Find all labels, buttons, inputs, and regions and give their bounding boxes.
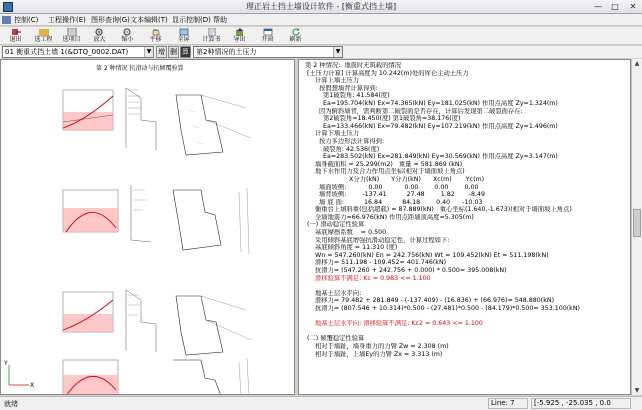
report-line: 因为俯斜墙背，需判断第二破裂面是否存在，计算后发现第二破裂面存在:: [305, 107, 523, 115]
report-line: [305, 328, 627, 336]
report-line: 按假想墙背计算得到:: [305, 84, 378, 92]
scroll-up-icon[interactable]: ▲: [634, 60, 640, 67]
report-line: X分力(kN) Y分力(kN) Xc(m) Yc(m): [305, 175, 485, 183]
report-line: 地基土层水平向:: [305, 289, 362, 297]
report-line: 计算上墙土压力: [305, 77, 360, 85]
export-icon: [235, 28, 245, 36]
report-line: 滑移力= 79.482 + 281.849 - (-137.409) - (16.836) + (66.976)= 548.880(kN): [305, 297, 555, 305]
report-line: 计算下墙土压力: [305, 130, 360, 138]
folder-icon: [39, 28, 49, 36]
add-button[interactable]: 增: [158, 48, 165, 56]
zoom-in-button[interactable]: [87, 28, 112, 44]
report-line: Ea=133.466(kN) Ex=79.482(kN) Ey=107.219(kN) 作用点高度 Zy=1.496(m): [305, 122, 558, 130]
zoom-in-label: 放大: [93, 36, 106, 43]
wall-section-bottom-upper: [176, 296, 251, 355]
menu-graphics[interactable]: 图形查询(G): [91, 16, 130, 24]
menu-display[interactable]: 显示控制(D): [172, 16, 211, 24]
diagram-heading: 第 2 种情况 抗滑动与抗倾覆验算: [96, 65, 184, 72]
window-title: 理正岩土挡土墙设计软件 - [衡重式挡土墙]: [245, 2, 397, 11]
menu-project[interactable]: 工程操作(E): [48, 16, 86, 24]
exit-button[interactable]: [3, 28, 28, 44]
pan-button[interactable]: [143, 28, 168, 44]
case-select-value: 第2种情况的土压力: [196, 48, 257, 56]
report-line: 第 2 种情况: 地震时无筑载的情况: [305, 62, 401, 69]
report-line: [305, 282, 627, 290]
document-icon: [2, 16, 11, 24]
toolbar: [0, 27, 642, 45]
export-label: 导出: [233, 36, 246, 43]
report-line: 按力多边形法计算得到:: [305, 137, 385, 145]
status-coords: [-5.925 , -25.035 , 0.0: [534, 399, 611, 407]
axis-y-label: Y: [4, 360, 8, 367]
window-icon: [263, 28, 273, 36]
list-icon: [67, 28, 77, 36]
report-line: 第1破裂角: 41.584(度): [305, 92, 390, 100]
minimize-button[interactable]: —: [594, 2, 602, 11]
wall-section-bottom-lower: [173, 358, 249, 395]
report-line: 抗滑力= (807.546 + 10.314)*0.500 - (27.481)*0.500 - (84.179)*0.500= 353.100(kN): [305, 305, 580, 312]
report-line: 采用倾斜基底增强抗滑动稳定性，计算过程如下:: [305, 236, 450, 244]
report-line: Ea=195.704(kN) Ex=74.365(kN) Ey=181.025(kN) 作用点高度 Zy=1.324(m): [305, 99, 558, 107]
report-line: Ea=283.502(kN) Ex=281.849(kN) Ey=30.569(kN) 作用点高度 Zy=3.147(m): [305, 153, 558, 161]
select-item-button[interactable]: [59, 28, 84, 44]
report-label: 计算书: [202, 36, 221, 43]
selector-bar: [0, 46, 642, 58]
diagram-pane[interactable]: [0, 59, 295, 395]
profile-bottom-upper: [126, 290, 156, 352]
export-button[interactable]: [227, 28, 252, 44]
status-bar: [0, 396, 642, 410]
exit-icon: [11, 28, 21, 36]
report-line: 滑移验算不满足: Kc = 0.983 <= 1.100: [305, 274, 431, 282]
wall-section-top-lower: [173, 188, 249, 254]
select-project-label: 选工程: [34, 36, 53, 43]
report-line: 墙 底 面: 16.84 84.18 0.40 -10.03: [305, 198, 483, 206]
profile-top-upper: [126, 88, 156, 150]
hand-icon: [151, 28, 161, 36]
report-line: [土压力计算] 计算高度为 10.242(m)处的库仑主动土压力: [305, 69, 469, 77]
chevron-down-icon: ▼: [144, 47, 153, 57]
maximize-button[interactable]: □: [611, 2, 619, 11]
plot-top-upper: [63, 90, 113, 130]
plot-bottom-lower: [63, 360, 118, 395]
axis-gizmo: [3, 360, 34, 389]
report-line: 滑移力= 511.198 - 109.452= 401.746(kN): [305, 259, 447, 267]
refresh-icon: [291, 28, 301, 36]
menu-control[interactable]: 控制(C): [14, 16, 39, 24]
axis-x-label: X: [30, 382, 35, 389]
calculate-button[interactable]: 算: [182, 48, 189, 56]
scroll-down-icon[interactable]: ▼: [634, 387, 640, 394]
report-line: (一) 滑动稳定性验算: [305, 221, 365, 229]
case-select[interactable]: [193, 46, 343, 58]
report-line: 抗滑力= (547.260 + 242.756 + 0.000) * 0.500= 395.008(kN): [305, 267, 507, 275]
report-line: 破裂角: 42.536(度): [305, 145, 380, 153]
report-line: (二) 倾覆稳定性验算: [305, 335, 365, 343]
zoom-out-button[interactable]: [115, 28, 140, 44]
status-line: Line: 7: [491, 399, 515, 407]
menu-help[interactable]: 帮助: [213, 16, 227, 24]
plot-bottom-upper: [63, 292, 113, 332]
wall-select-value: 01 衡重式挡土墙 1(&DTQ_0002.DAT): [5, 48, 129, 56]
chevron-down-icon: ▼: [333, 47, 342, 57]
wall-section-top-upper: [176, 95, 251, 155]
report-line: 第2破裂角=18.450(度) 第1破裂角=38.176(度): [305, 115, 461, 123]
zoom-out-label: 缩小: [121, 36, 134, 43]
refresh-button[interactable]: [283, 28, 308, 44]
fullscreen-button[interactable]: [171, 28, 196, 44]
report-line: 相对于墙趾，上墙Ey的力臂 Zx = 3.313 (m): [305, 350, 443, 358]
report-line: 墙背坡侧: -137.41 27.48 1.82 -8.49: [305, 191, 486, 199]
report-line: 基底倾斜角度 = 11.310 (度): [305, 244, 398, 252]
fullscreen-label: 全屏: [177, 36, 190, 43]
title-bar: [0, 0, 642, 14]
report-line: 墙面坡侧: 0.00 0.00 0.00 0.00: [305, 183, 479, 191]
report-line: 地下水作用力及合力作用点坐标(相对于墙面坡上角点): [305, 168, 465, 176]
report-icon: [207, 28, 217, 36]
fullscreen-icon: [179, 28, 189, 36]
delete-button[interactable]: 删: [170, 48, 177, 56]
diagram-canvas: [1, 60, 295, 395]
menu-text-edit[interactable]: 文本编辑(T): [130, 16, 168, 24]
open-window-label: 开窗: [261, 36, 274, 43]
exit-label: 退出: [9, 36, 22, 43]
report-line: 地基土层水平向: 滑移验算不满足: Kc2 = 0.643 <= 1.100: [305, 320, 483, 328]
report-line: Wn = 547.260(kN) En = 242.756(kN) Wt = 109.452(kN) Et = 511.198(kN): [305, 251, 549, 259]
select-project-button[interactable]: [31, 28, 56, 44]
report-line: 相对于墙趾，墙身重力的力臂 Zw = 2.308 (m): [305, 342, 449, 350]
report-line: 全墙地震力=66.976(kN) 作用点距墙顶高度=5.305(m): [305, 213, 474, 221]
plot-top-lower: [63, 190, 118, 232]
report-line: 衡重台上填料重(包括超载) = 87.889(kN) 重心坐标(1.640,-1.673)(相对于墙面坡上角点): [305, 206, 572, 214]
scroll-thumb[interactable]: [633, 209, 641, 237]
zoom-out-icon: [123, 28, 133, 36]
refresh-label: 刷新: [289, 36, 302, 43]
menu-bar: [0, 14, 642, 26]
open-window-button[interactable]: [255, 28, 280, 44]
pan-label: 平移: [149, 36, 162, 43]
report-line: [305, 313, 627, 321]
report-line: 基底摩擦系数 = 0.500: [305, 229, 387, 237]
report-text: [305, 62, 627, 358]
close-button[interactable]: ✕: [629, 2, 637, 11]
zoom-in-icon: [95, 28, 105, 36]
report-pane[interactable]: [298, 59, 631, 395]
select-item-label: 选项目: [62, 36, 81, 43]
status-text: 就绪: [4, 400, 18, 408]
report-line: 墙身截面积 = 25.299(m2) 重量 = 581.869 (kN): [305, 160, 463, 168]
report-scrollbar[interactable]: [631, 59, 642, 395]
profile-top-lower: [131, 185, 151, 242]
wall-select[interactable]: [2, 46, 154, 58]
report-button[interactable]: [199, 28, 224, 44]
